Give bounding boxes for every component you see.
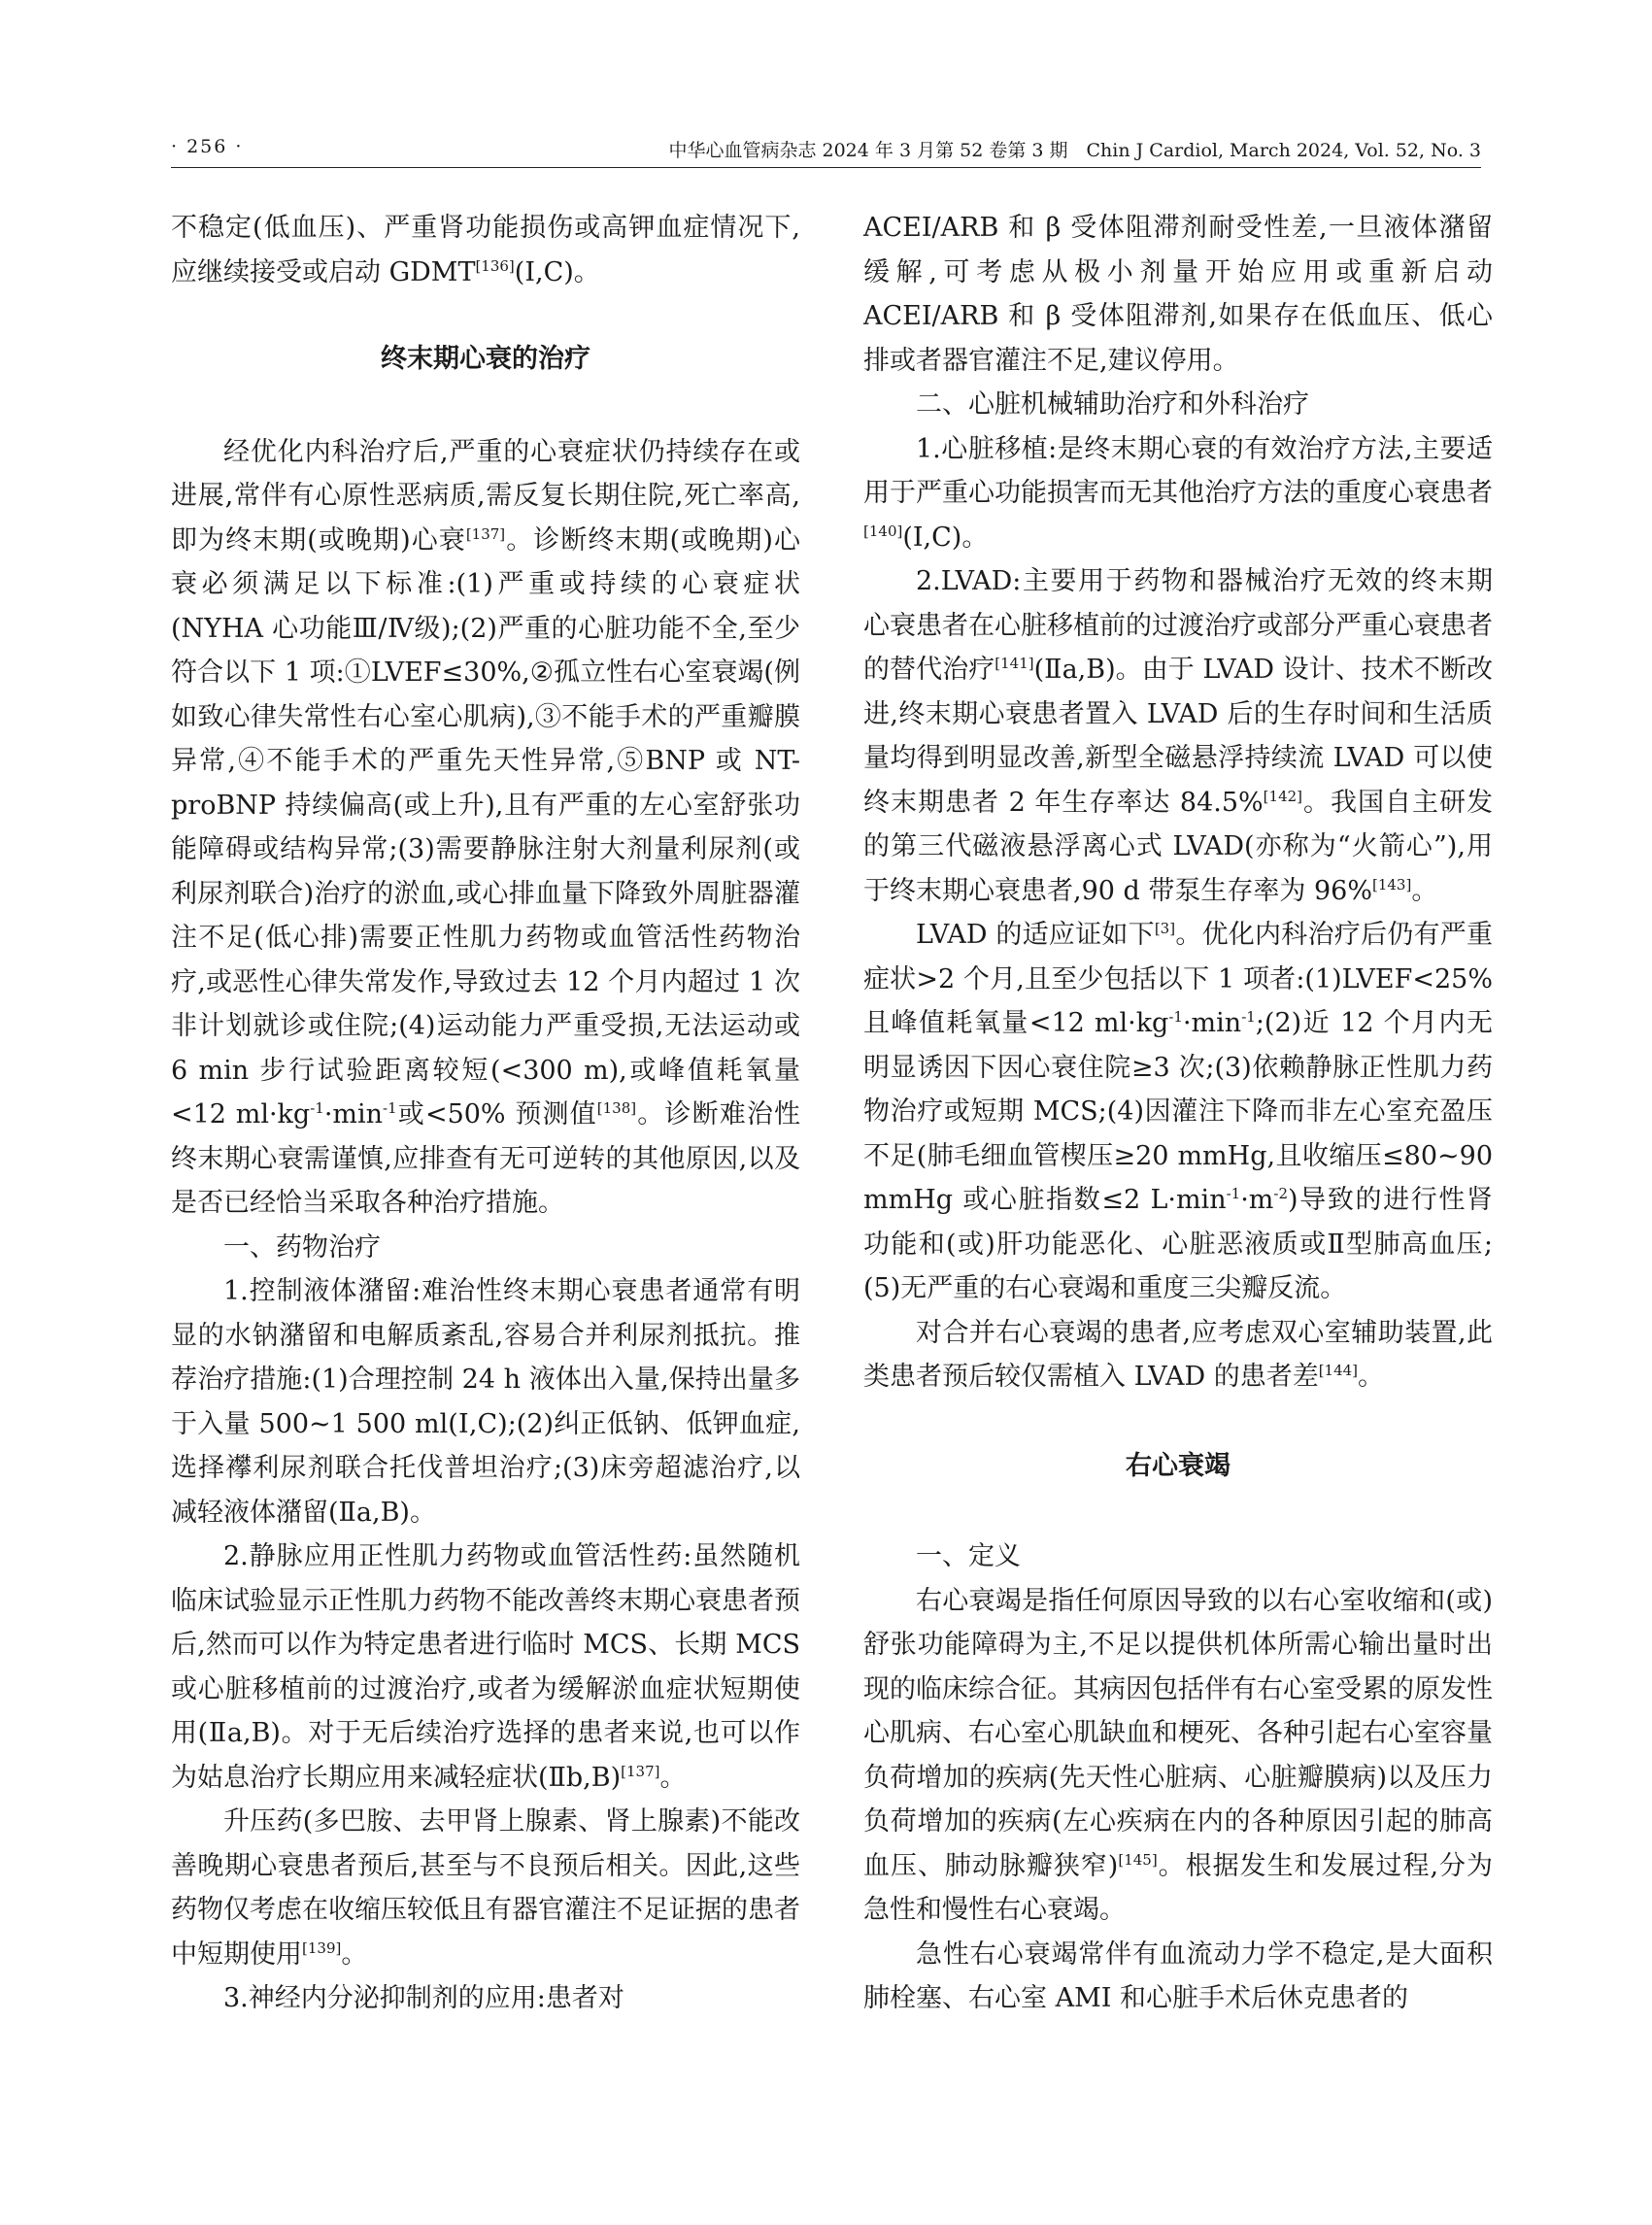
page-number: · 256 · bbox=[171, 136, 244, 157]
reference-marker[interactable]: [142] bbox=[1263, 787, 1303, 805]
section-heading: 终末期心衰的治疗 bbox=[381, 344, 590, 374]
reference-marker[interactable]: [137] bbox=[621, 1762, 660, 1780]
paragraph: 1.心脏移植:是终末期心衰的有效治疗方法,主要适用于严重心功能损害而无其他治疗方法的重度心衰患者[140](Ⅰ,C)。 bbox=[863, 433, 1493, 553]
reference-marker[interactable]: [140] bbox=[863, 522, 903, 540]
reference-marker[interactable]: [3] bbox=[1154, 920, 1176, 937]
subsection-heading: 二、心脏机械辅助治疗和外科治疗 bbox=[916, 389, 1309, 420]
journal-citation: 中华心血管病杂志 2024 年 3 月第 52 卷第 3 期 Chin J Cardiol, March 2024, Vol. 52, No. 3 bbox=[668, 140, 1481, 161]
reference-marker[interactable]: [141] bbox=[995, 655, 1034, 672]
reference-marker[interactable]: [139] bbox=[302, 1938, 342, 1957]
paragraph: 2.LVAD:主要用于药物和器械治疗无效的终末期心衰患者在心脏移植前的过渡治疗或部分严重心衰患者的替代治疗[141](Ⅱa,B)。由于 LVAD 设计、技术不断改进,终末期心衰患者置入 LVAD 后的生存时间和生活质量均得到明显改善,新型全磁悬浮持续流 LVAD 可以使终末期患者 2 年生存率达 84.5%[142]。我国自主研发的第三代磁液悬浮离心式 LVAD(亦称为“火箭心”),用于终末期心衰患者,90 d 带泵生存率为 96%[143]。 bbox=[863, 566, 1493, 906]
subsection-heading: 一、药物治疗 bbox=[223, 1231, 381, 1263]
paragraph: 3.神经内分泌抑制剂的应用:患者对 bbox=[223, 1983, 624, 2013]
reference-marker[interactable]: [143] bbox=[1371, 875, 1412, 893]
reference-marker[interactable]: [138] bbox=[596, 1099, 637, 1117]
paragraph: 右心衰竭是指任何原因导致的以右心室收缩和(或)舒张功能障碍为主,不足以提供机体所需心输出量时出现的临床综合征。其病因包括伴有右心室受累的原发性心肌病、右心室心肌缺血和梗死、各种引起右心室容量负荷增加的疾病(先天性心脏病、心脏瓣膜病)以及压力负荷增加的疾病(左心疾病在内的各种原因引起的肺高血压、肺动脉瓣狭窄)[145]。根据发生和发展过程,分为急性和慢性右心衰竭。 bbox=[863, 1585, 1493, 1925]
paragraph: 1.控制液体潴留:难治性终末期心衰患者通常有明显的水钠潴留和电解质紊乱,容易合并利尿剂抵抗。推荐治疗措施:(1)合理控制 24 h 液体出入量,保持出量多于入量 500~1 500 ml(Ⅰ,C);(2)纠正低钠、低钾血症,选择襻利尿剂联合托伐普坦治疗;(3)床旁超滤治疗,以减轻液体潴留(Ⅱa,B)。 bbox=[171, 1276, 800, 1528]
subsection-heading: 一、定义 bbox=[916, 1541, 1021, 1571]
left-column bbox=[171, 206, 800, 2021]
right-column bbox=[863, 206, 1493, 2021]
paragraph: 急性右心衰竭常伴有血流动力学不稳定,是大面积肺栓塞、右心室 AMI 和心脏手术后休克患者的 bbox=[863, 1938, 1493, 2013]
reference-marker[interactable]: [137] bbox=[465, 524, 506, 543]
paragraph: 对合并右心衰竭的患者,应考虑双心室辅助装置,此类患者预后较仅需植入 LVAD 的患者差[144]。 bbox=[863, 1317, 1493, 1392]
reference-marker[interactable]: [144] bbox=[1318, 1362, 1359, 1379]
section-heading: 右心衰竭 bbox=[1126, 1450, 1231, 1481]
reference-marker[interactable]: [145] bbox=[1118, 1850, 1158, 1869]
paragraph: 升压药(多巴胺、去甲肾上腺素、肾上腺素)不能改善晚期心衰患者预后,甚至与不良预后相关。因此,这些药物仅考虑在收缩压较低且有器官灌注不足证据的患者中短期使用[139]。 bbox=[171, 1806, 800, 1970]
paragraph: 2.静脉应用正性肌力药物或血管活性药:虽然随机临床试验显示正性肌力药物不能改善终末期心衰患者预后,然而可以作为特定患者进行临时 MCS、长期 MCS 或心脏移植前的过渡治疗,或者为缓解淤血症状短期使用(Ⅱa,B)。对于无后续治疗选择的患者来说,也可以作为姑息治疗长期应用来减轻症状(Ⅱb,B)[137]。 bbox=[171, 1541, 800, 1793]
running-header bbox=[171, 134, 1481, 168]
paragraph: 不稳定(低血压)、严重肾功能损伤或高钾血症情况下,应继续接受或启动 GDMT[136](Ⅰ,C)。 bbox=[171, 213, 800, 287]
paragraph: LVAD 的适应证如下[3]。优化内科治疗后仍有严重症状>2 个月,且至少包括以下 1 项者:(1)LVEF<25% 且峰值耗氧量<12 $ml\cdot kg^{-1}\cdot\min^{-1};(2)$近 12 个月内无明显诱因下因心衰住院≥3 次;(3)依赖静脉正性肌力药物治疗或短期 MCS;(4)因灌注下降而非左心室充盈压不足(肺毛细血管楔压≥20 mmHg,且收缩压≤80~90 mmHg 或心脏指数≤2 $L\cdot\min^{-1}\cdot m^{-2}$)导致的进行性肾功能和(或)肝功能恶化、心脏恶液质或Ⅱ型肺高血压;(5)无严重的右心衰竭和重度三尖瓣反流。 bbox=[863, 920, 1493, 1303]
reference-marker[interactable]: [136] bbox=[475, 256, 515, 275]
paragraph: 经优化内科治疗后,严重的心衰症状仍持续存在或进展,常伴有心原性恶病质,需反复长期住院,死亡率高,即为终末期(或晚期)心衰[137]。诊断终末期(或晚期)心衰必须满足以下标准:(1)严重或持续的心衰症状(NYHA 心功能Ⅲ/Ⅳ级);(2)严重的心脏功能不全,至少符合以下 1 项:①LVEF≤30%,②孤立性右心室衰竭(例如致心律失常性右心室心肌病),③不能手术的严重瓣膜异常,④不能手术的严重先天性异常,⑤BNP 或 NT-proBNP 持续偏高(或上升),且有严重的左心室舒张功能障碍或结构异常;(3)需要静脉注射大剂量利尿剂(或利尿剂联合)治疗的淤血,或心排血量下降致外周脏器灌注不足(低心排)需要正性肌力药物或血管活性药物治疗,或恶性心律失常发作,导致过去 12 个月内超过 1 次非计划就诊或住院;(4)运动能力严重受损,无法运动或 6 min 步行试验距离较短(<300 m),或峰值耗氧量<12 $ml\cdot kg^{-1}\cdot\min^{-1}$或<50% 预测值[138]。诊断难治性终末期心衰需谨慎,应排查有无可逆转的其他原因,以及是否已经恰当采取各种治疗措施。 bbox=[171, 436, 801, 1218]
paragraph: ACEI/ARB 和 β 受体阻滞剂耐受性差,一旦液体潴留缓解,可考虑从极小剂量开始应用或重新启动 ACEI/ARB 和 β 受体阻滞剂,如果存在低血压、低心排或者器官灌注不足,建议停用。 bbox=[863, 213, 1493, 376]
